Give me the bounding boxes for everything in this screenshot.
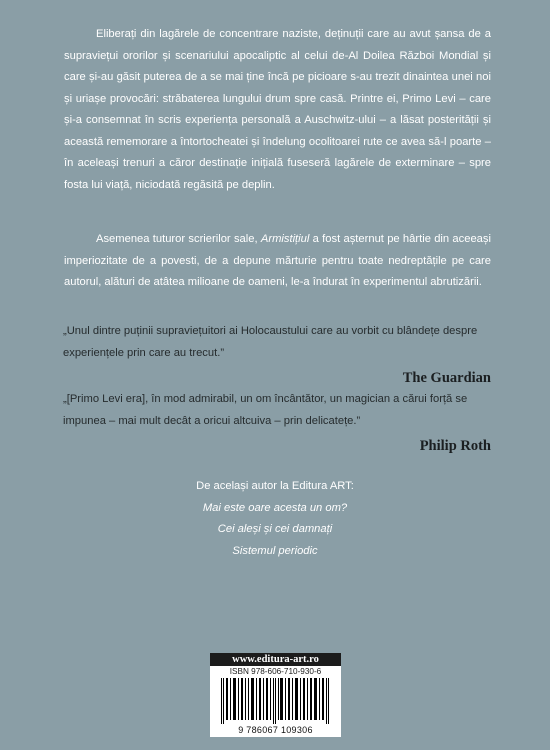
other-work-title-3: Sistemul periodic xyxy=(232,544,318,557)
blurb-paragraph-2 xyxy=(64,229,491,294)
blurb-text-2 xyxy=(64,229,491,294)
other-works xyxy=(0,476,550,562)
blurb-text-1: Eliberați din lagărele de concentrare naziste, deținuții care au avut șansa de a supraviețui ororilor și scenariului apocaliptic al celui de-Al Doilea Război Mondial și care și-au găsit puterea de a se mai ține încă pe picioare s-au trezit dinaintea unei noi și uriașe provocări: străbaterea lungului drum spre casă. Printre ei, Primo Levi – care și-a consemnat în scris experiența personală a Auschwitz-ului – a lăsat posterității și această rememorare a întortocheatei și îndelung ocolitoarei rute ce avea să-l poarte – în aceleași trenuri a căror destinație inițială fuseseră lagărele de exterminare – spre fosta lui viață, niciodată regăsită pe deplin. xyxy=(64,28,491,191)
barcode-digits: 9 786067 109306 xyxy=(238,725,313,735)
review-source-1: The Guardian xyxy=(402,370,491,386)
barcode-icon xyxy=(217,678,334,724)
other-work-title-2: Cei aleși și cei damnați xyxy=(217,523,333,536)
review-quote-2: „[Primo Levi era], în mod admirabil, un om încântător, un magician a cărui forță se impunea – mai mult decât a oricui altcuiva – prin delicatețe.” xyxy=(63,393,468,427)
blurb-text-2-start: Asemenea tuturor scrierilor sale, xyxy=(96,233,261,245)
isbn-label: ISBN 978-606-710-930-6 xyxy=(229,667,322,676)
publisher-url: www.editura-art.ro xyxy=(210,653,341,666)
review-quote-1: „Unul dintre puținii supraviețuitori ai Holocaustului care au vorbit cu blândețe despre experiențele prin care au trecut.” xyxy=(63,325,478,359)
isbn-barcode-block xyxy=(210,653,341,737)
blurb-paragraph-1 xyxy=(64,24,491,196)
other-work-title-1: Mai este oare acesta un om? xyxy=(202,501,348,514)
book-title-inline: Armistițiul xyxy=(260,233,310,245)
blurb-text-2-end: a fost așternut pe hârtie din aceeași imperiozitate de a povesti, de a depune mărturie pentru toate nedreptățile pe care autorul, alături de atâtea milioane de oameni, le-a îndurat în experimentul abrutizării. xyxy=(64,233,491,288)
review-source-2: Philip Roth xyxy=(419,438,491,454)
other-works-heading: De același autor la Editura ART: xyxy=(196,480,354,492)
